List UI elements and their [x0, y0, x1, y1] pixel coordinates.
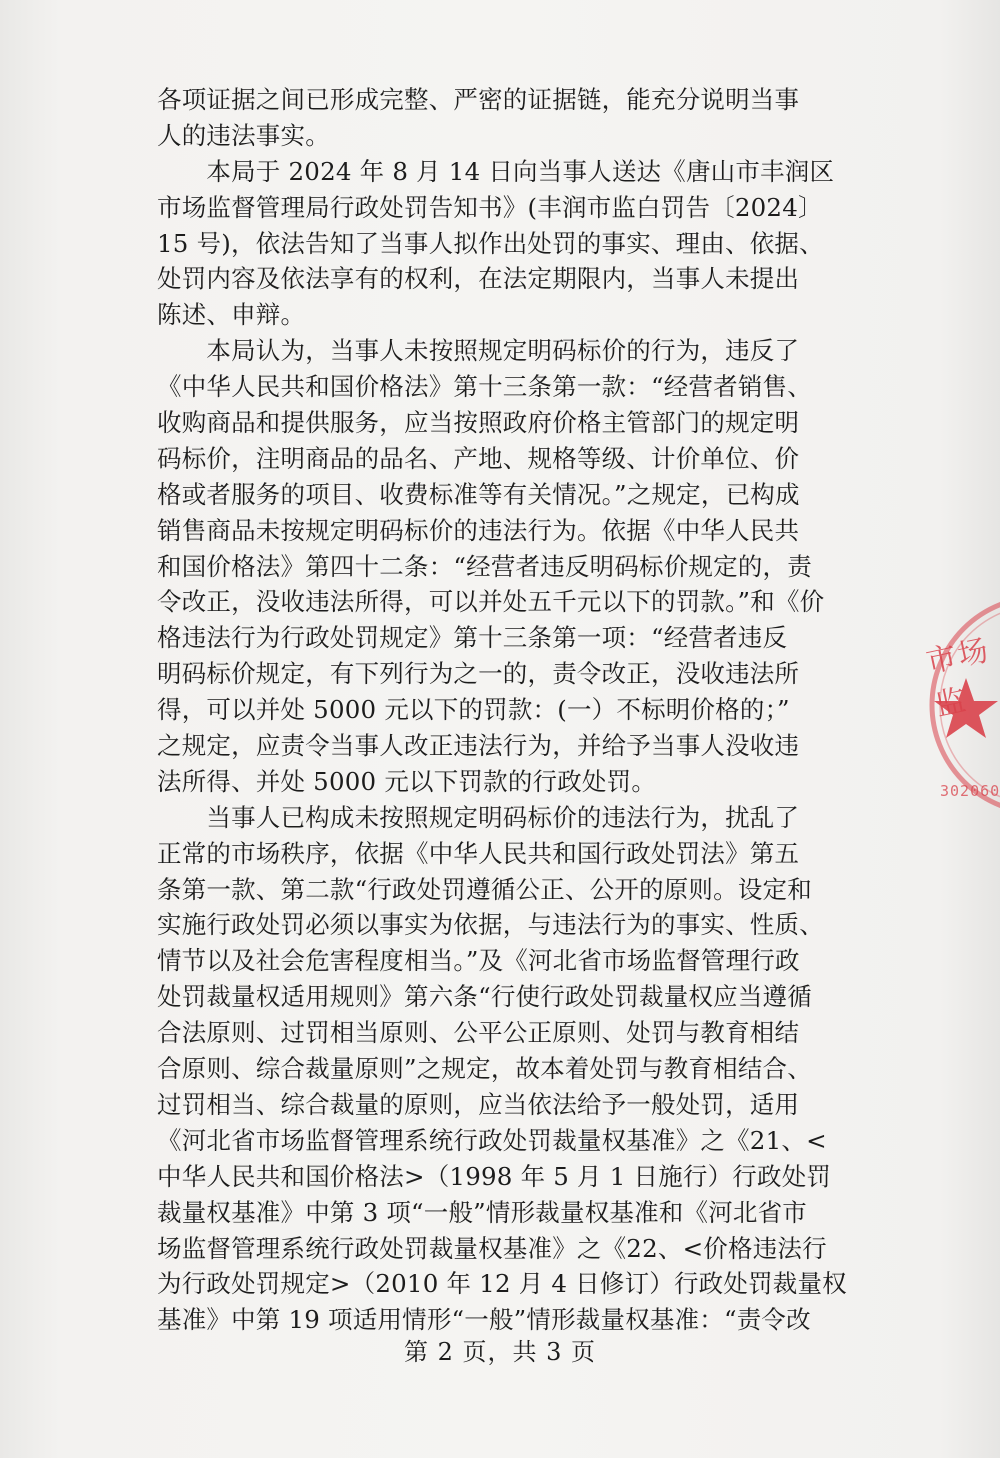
text-line: 人的违法事实。: [157, 120, 330, 150]
document-body: [157, 82, 857, 1338]
text-line: 《河北省市场监督管理系统行政处罚裁量权基准》之《21、<: [157, 1125, 827, 1155]
text-line: 合原则、综合裁量原则”之规定，故本着处罚与教育相结合、: [157, 1054, 812, 1084]
page-number: 第 2 页，共 3 页: [403, 1338, 597, 1366]
text-line: 15 号)，依法告知了当事人拟作出处罚的事实、理由、依据、: [157, 228, 824, 258]
text-line: 实施行政处罚必须以事实为依据，与违法行为的事实、性质、: [157, 910, 824, 940]
text-line: 陈述、申辩。: [157, 300, 306, 330]
text-line: 当事人已构成未按照规定明码标价的违法行为，扰乱了: [157, 802, 800, 832]
text-line: 处罚裁量权适用规则》第六条“行使行政处罚裁量权应当遵循: [157, 982, 812, 1012]
text-line: 格或者服务的项目、收费标准等有关情况。”之规定，已构成: [157, 479, 800, 509]
text-line: 令改正，没收违法所得，可以并处五千元以下的罚款。”和《价: [157, 587, 825, 617]
text-line: 收购商品和提供服务，应当按照政府价格主管部门的规定明: [157, 408, 800, 438]
seal-number: 302060: [940, 782, 1000, 800]
seal-text: 市场监: [923, 632, 994, 724]
text-line: 之规定，应责令当事人改正违法行为，并给予当事人没收违: [157, 731, 800, 761]
text-line: 码标价，注明商品的品名、产地、规格等级、计价单位、价: [157, 443, 800, 473]
text-line: 明码标价规定，有下列行为之一的，责令改正，没收违法所: [157, 659, 800, 689]
text-line: 本局于 2024 年 8 月 14 日向当事人送达《唐山市丰润区: [157, 156, 835, 186]
text-line: 《中华人民共和国价格法》第十三条第一款：“经营者销售、: [157, 372, 812, 402]
text-line: 本局认为，当事人未按照规定明码标价的行为，违反了: [157, 336, 800, 366]
text-line: 格违法行为行政处罚规定》第十三条第一项：“经营者违反: [157, 623, 788, 653]
text-line: 条第一款、第二款“行政处罚遵循公正、公开的原则。设定和: [157, 874, 812, 904]
text-line: 市场监督管理局行政处罚告知书》(丰润市监白罚告〔2024〕: [157, 192, 823, 222]
text-line: 销售商品未按规定明码标价的违法行为。依据《中华人民共: [157, 515, 800, 545]
text-line: 各项证据之间已形成完整、严密的证据链，能充分说明当事: [157, 85, 800, 114]
text-line: 裁量权基准》中第 3 项“一般”情形裁量权基准和《河北省市: [157, 1197, 808, 1227]
text-line: 基准》中第 19 项适用情形“一般”情形裁量权基准：“责令改: [157, 1305, 811, 1335]
text-line: 和国价格法》第四十二条：“经营者违反明码标价规定的，责: [157, 551, 812, 581]
text-line: 合法原则、过罚相当原则、公平公正原则、处罚与教育相结: [157, 1018, 800, 1048]
text-line: 场监督管理系统行政处罚裁量权基准》之《22、<价格违法行: [157, 1233, 827, 1263]
text-line: 正常的市场秩序，依据《中华人民共和国行政处罚法》第五: [157, 838, 800, 868]
text-line: 中华人民共和国价格法>（1998 年 5 月 1 日施行）行政处罚: [157, 1161, 832, 1191]
text-line: 法所得、并处 5000 元以下罚款的行政处罚。: [157, 766, 657, 796]
text-line: 处罚内容及依法享有的权利，在法定期限内，当事人未提出: [157, 264, 800, 294]
text-line: 得，可以并处 5000 元以下的罚款：(一）不标明价格的；”: [157, 695, 790, 725]
text-line: 过罚相当、综合裁量的原则，应当依法给予一般处罚，适用: [157, 1089, 800, 1119]
text-line: 情节以及社会危害程度相当。”及《河北省市场监督管理行政: [157, 946, 800, 976]
text-line: 为行政处罚规定>（2010 年 12 月 4 日修订）行政处罚裁量权: [157, 1269, 847, 1299]
